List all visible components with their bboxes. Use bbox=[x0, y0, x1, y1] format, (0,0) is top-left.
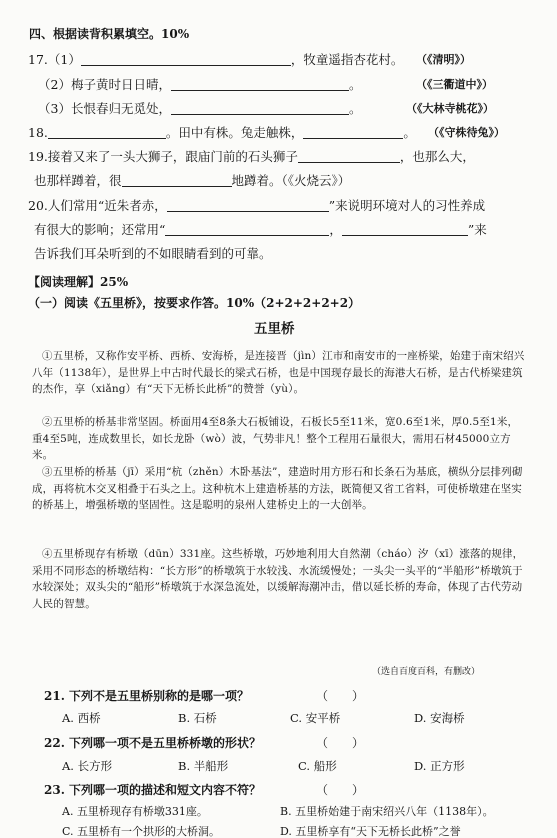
q17-blank-1[interactable] bbox=[81, 53, 291, 66]
q20-line2-end: ”来 bbox=[467, 222, 487, 237]
q20-text: 20.人们常用“近朱者赤， bbox=[28, 198, 167, 213]
q23-option-d[interactable]: D. 五里桥享有“天下无桥长此桥”之誉 bbox=[280, 825, 461, 838]
q19-line2 bbox=[34, 174, 350, 188]
q23-option-a[interactable]: A. 五里桥现存有桥墩331座。 bbox=[62, 805, 208, 818]
q17-2-text: （2）梅子黄时日日晴， bbox=[38, 77, 171, 92]
q20-blank-3[interactable] bbox=[342, 223, 468, 236]
passage-title: 五里桥 bbox=[254, 321, 295, 337]
passage-paragraph-2: ②五里桥的桥基非常坚固。桥面用4至8条大石板铺设，石板长5至11米，宽0.6至1米，厚0.5至1米，重4至5吨，连成数里长，如长龙卧（wò）波，气势非凡！整个工程用石量很大，需用石材45000立方米。 bbox=[32, 416, 519, 462]
q20-line2-start: 有很大的影响；还常用“ bbox=[34, 222, 166, 237]
q22-option-a[interactable]: A. 长方形 bbox=[62, 759, 113, 773]
q21-stem: 21. 下列不是五里桥别称的是哪一项？ bbox=[44, 689, 250, 703]
q17-line3 bbox=[38, 102, 361, 116]
q17-2-tail: 。 bbox=[348, 77, 362, 92]
q23-option-b[interactable]: B. 五里桥始建于南宋绍兴八年（1138年）。 bbox=[280, 805, 494, 818]
passage-source: （选自百度百科，有删改） bbox=[372, 667, 481, 677]
q19-line1 bbox=[28, 150, 475, 164]
q20-tail: ”来说明环境对人的习性养成 bbox=[328, 198, 486, 213]
passage-paragraph-3: ③五里桥的桥基（jī）采用“杭（zhěn）木卧基法”，建造时用方形石和长条石为基底，横纵分层排列砌成，再将杭木交叉相叠于石头之上。这种杭木上建造桥基的方法，既简便又省工省料，可使桥墩建在坚实的桥基上，增强桥墩的坚固性。这是聪明的泉州人建桥史上的一大创举。 bbox=[32, 466, 523, 512]
q22-answer-paren[interactable]: （ ） bbox=[316, 736, 365, 750]
passage-paragraph-4: ④五里桥现存有桥墩（dūn）331座。这些桥墩，巧妙地利用大自然潮（cháo）汐（xī）涨落的规律，采用不同形态的桥墩结构：“长方形”的桥墩筑于水较浅、水流缓慢处；一头尖一头平的“半船形”桥墩筑于水较深处；双头尖的“船形”桥墩筑于水深急流处，以缓解海潮冲击，借以延长桥的寿命，体现了古代劳动人民的智慧。 bbox=[32, 548, 524, 610]
q22-option-b[interactable]: B. 半船形 bbox=[178, 759, 229, 773]
reading-header: 【阅读理解】25% bbox=[28, 275, 129, 289]
q19-line2-start: 也那样蹲着，很 bbox=[34, 173, 122, 188]
q20-comma: ， bbox=[329, 222, 342, 237]
q18-text: 。田中有株。兔走触株， bbox=[165, 125, 304, 140]
q17-text: ，牧童遥指杏花村。 bbox=[290, 52, 404, 67]
passage-paragraph-1: ①五里桥，又称作安平桥、西桥、安海桥，是连接晋（jìn）江市和南安市的一座桥梁，始建于南宋绍兴八年（1138年），是世界上中古时代最长的梁式石桥，也是中国现存最长的海港大石桥，是古代桥梁建筑的杰作，享（xiǎng）有“天下无桥长此桥”的赞誉（yù）。 bbox=[32, 350, 525, 396]
q23-answer-paren[interactable]: （ ） bbox=[316, 783, 365, 797]
q20-line1 bbox=[28, 199, 485, 213]
q23-option-c[interactable]: C. 五里桥有一个拱形的大桥洞。 bbox=[62, 825, 221, 838]
q18-blank-1[interactable] bbox=[48, 126, 166, 139]
q19-blank-1[interactable] bbox=[298, 150, 400, 163]
q18-tail: 。 bbox=[403, 125, 416, 140]
q22-option-d[interactable]: D. 正方形 bbox=[414, 759, 465, 773]
q20-line2 bbox=[34, 223, 487, 237]
q17-3-text: （3）长恨春归无觅处， bbox=[38, 101, 171, 116]
q21-option-b[interactable]: B. 石桥 bbox=[178, 711, 217, 725]
q22-stem: 22. 下列哪一项不是五里桥桥墩的形状？ bbox=[44, 736, 262, 750]
q21-option-c[interactable]: C. 安平桥 bbox=[290, 711, 341, 725]
q19-text: 19.接着又来了一头大狮子，跟庙门前的石头狮子 bbox=[28, 149, 298, 164]
q18-number: 18. bbox=[28, 125, 48, 140]
q17-blank-2[interactable] bbox=[171, 78, 349, 91]
q21-option-d[interactable]: D. 安海桥 bbox=[414, 711, 465, 725]
q19-line2-end: 地蹲着。（《火烧云》） bbox=[231, 173, 351, 188]
q20-blank-1[interactable] bbox=[167, 199, 329, 212]
q17-line2 bbox=[38, 78, 361, 92]
q23-stem: 23. 下列哪一项的描述和短文内容不符？ bbox=[44, 783, 262, 797]
q21-option-a[interactable]: A. 西桥 bbox=[62, 711, 101, 725]
reading-subheader: （一）阅读《五里桥》，按要求作答。10%（2+2+2+2+2） bbox=[28, 296, 361, 310]
q17-blank-3[interactable] bbox=[171, 102, 349, 115]
q17-source: （《清明》） bbox=[416, 53, 471, 66]
q20-blank-2[interactable] bbox=[165, 223, 329, 236]
q17-2-source: （《三衢道中》） bbox=[416, 78, 493, 91]
q18-source: （《守株待兔》） bbox=[428, 126, 505, 139]
q17-line1 bbox=[28, 53, 403, 67]
q19-tail: ，也那么大， bbox=[399, 149, 475, 164]
q17-3-tail: 。 bbox=[348, 101, 362, 116]
q18-blank-2[interactable] bbox=[303, 126, 403, 139]
section-title: 四、根据读背积累填空。10% bbox=[29, 27, 190, 41]
q18-line bbox=[28, 126, 416, 140]
q17-3-source: （《大林寺桃花》） bbox=[406, 102, 494, 115]
q22-option-c[interactable]: C. 船形 bbox=[298, 759, 337, 773]
q19-blank-2[interactable] bbox=[122, 174, 232, 187]
q17-number: 17.（1） bbox=[28, 52, 81, 67]
q20-line3: 告诉我们耳朵听到的不如眼睛看到的可靠。 bbox=[34, 246, 272, 261]
q21-answer-paren[interactable]: （ ） bbox=[316, 689, 365, 703]
